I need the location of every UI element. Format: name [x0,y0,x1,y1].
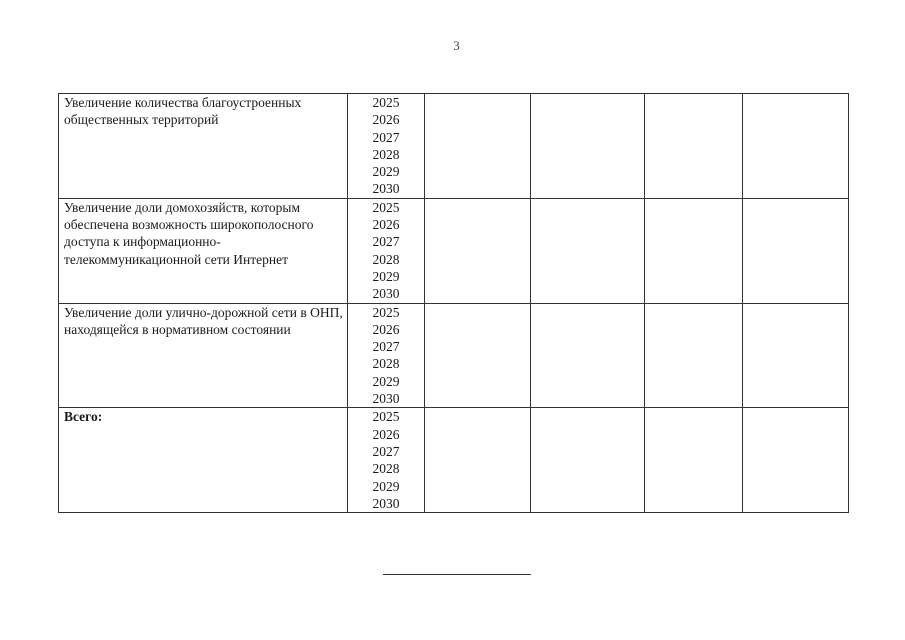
years-cell [348,408,425,513]
year-label: 2030 [372,391,400,407]
table-row [59,303,849,408]
year-label: 2027 [372,443,400,459]
empty-cell [425,303,531,408]
year-label: 2027 [372,234,400,250]
empty-cell [645,303,743,408]
year-label: 2029 [372,164,400,180]
page-number: 3 [453,38,460,53]
year-label: 2026 [372,426,400,442]
year-label: 2027 [372,129,400,145]
year-label: 2029 [372,268,400,284]
empty-cell [425,94,531,199]
empty-cell [531,408,645,513]
year-label: 2025 [372,304,400,320]
empty-cell [425,408,531,513]
empty-cell [425,198,531,303]
empty-cell [531,303,645,408]
year-label: 2029 [372,373,400,389]
indicator-name: Увеличение количества благоустроенных общественных территорий [59,94,348,199]
empty-cell [743,408,849,513]
empty-cell [645,408,743,513]
year-label: 2025 [372,409,400,425]
year-label: 2025 [372,199,400,215]
empty-cell [645,198,743,303]
year-label: 2027 [372,339,400,355]
empty-cell [743,94,849,199]
years-cell [348,198,425,303]
year-label: 2030 [372,495,400,511]
indicator-name: Увеличение доли домохозяйств, которым обеспечена возможность широкополосного доступа к информационно-телекоммуникационной сети Интернет [59,198,348,303]
years-cell [348,303,425,408]
table-row [59,94,849,199]
year-label: 2029 [372,478,400,494]
empty-cell [531,198,645,303]
year-label: 2030 [372,286,400,302]
year-label: 2028 [372,356,400,372]
empty-cell [645,94,743,199]
year-label: 2030 [372,181,400,197]
years-cell [348,94,425,199]
year-label: 2028 [372,146,400,162]
total-label: Всего: [59,408,348,513]
year-label: 2025 [372,95,400,110]
year-label: 2026 [372,112,400,128]
table-row [59,198,849,303]
empty-cell [743,198,849,303]
year-label: 2026 [372,321,400,337]
empty-cell [531,94,645,199]
footnote-separator-line [383,574,531,575]
year-label: 2028 [372,461,400,477]
year-label: 2026 [372,217,400,233]
empty-cell [743,303,849,408]
year-label: 2028 [372,251,400,267]
indicator-name: Увеличение доли улично-дорожной сети в ОНП, находящейся в нормативном состоянии [59,303,348,408]
table-row [59,408,849,513]
indicators-table [58,93,849,513]
